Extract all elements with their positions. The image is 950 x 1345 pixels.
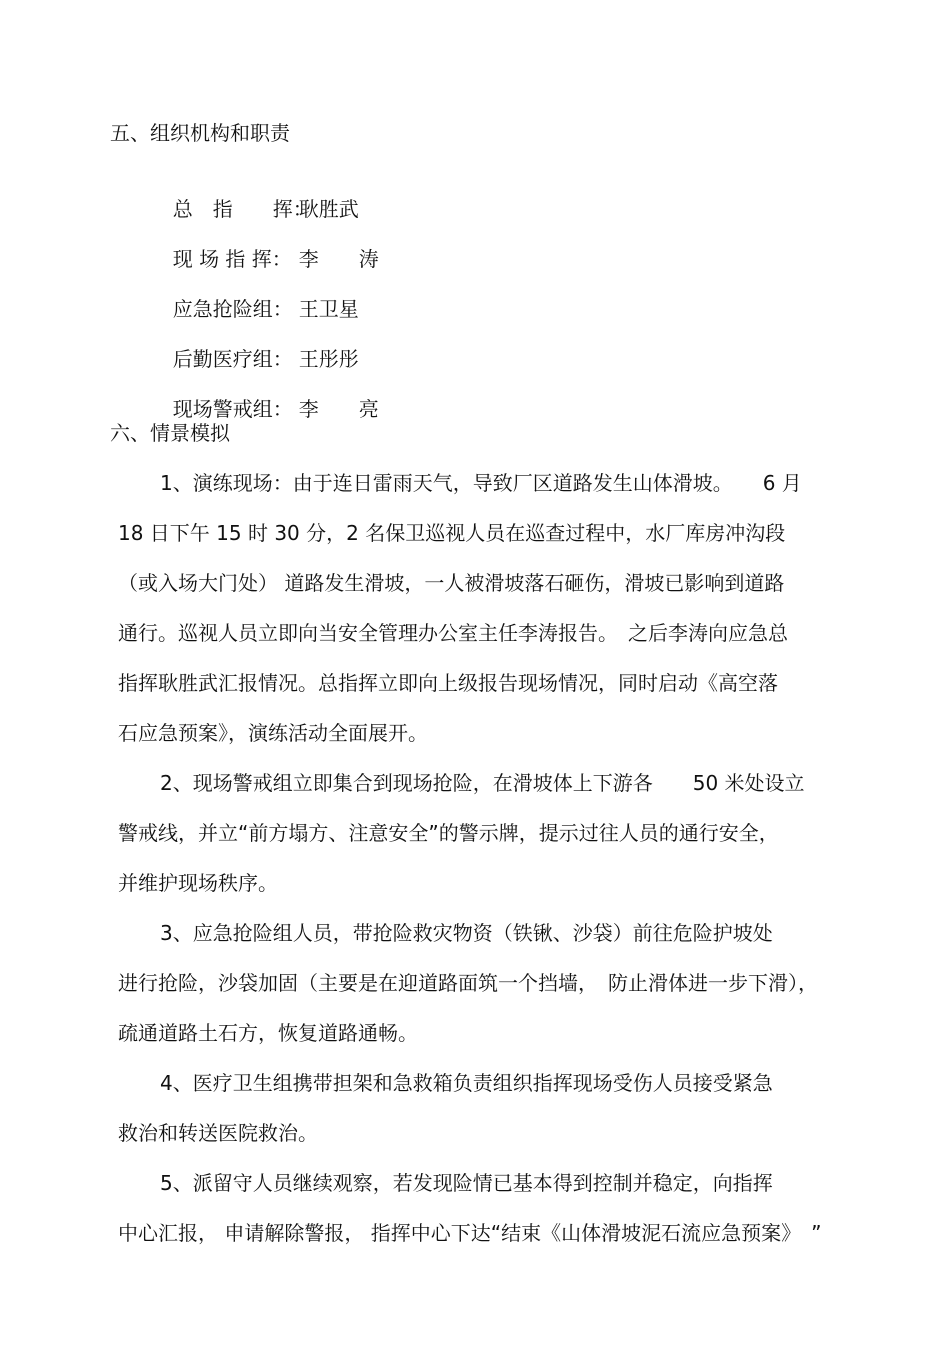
role-name: 李 涛	[298, 247, 379, 271]
role-row-logistics-medical	[160, 320, 359, 372]
paragraph-2-line: 警戒线，并立“前方塌方、注意安全”的警示牌，提示过往人员的通行安全，	[118, 821, 779, 845]
paragraph-3-line: 疏通道路土石方，恢复道路通畅。	[118, 1021, 418, 1045]
role-name: 耿胜武	[298, 197, 359, 221]
role-label: 现 场 指 挥：	[172, 247, 292, 271]
paragraph-2-line: 并维护现场秩序。	[118, 871, 278, 895]
role-name: 王彤彤	[298, 347, 359, 371]
paragraph-2-line: 2、现场警戒组立即集合到现场抢险，在滑坡体上下游各 50 米处设立	[160, 771, 805, 795]
paragraph-1-line: （或入场大门处） 道路发生滑坡，一人被滑坡落石砸伤，滑坡已影响到道路	[118, 571, 785, 595]
role-label: 应急抢险组：	[172, 297, 293, 321]
section-6-heading: 六、情景模拟	[110, 421, 230, 445]
paragraph-4-line: 救治和转送医院救治。	[118, 1121, 318, 1145]
paragraph-1-line: 18 日下午 15 时 30 分，2 名保卫巡视人员在巡查过程中，水厂库房冲沟段	[118, 521, 786, 545]
role-label: 后勤医疗组：	[172, 347, 293, 371]
section-5-heading: 五、组织机构和职责	[110, 121, 290, 145]
paragraph-3-line: 3、应急抢险组人员，带抢险救灾物资（铁锹、沙袋）前往危险护坡处	[160, 921, 773, 945]
role-row-chief-commander	[160, 170, 359, 222]
paragraph-4-line: 4、医疗卫生组携带担架和急救箱负责组织指挥现场受伤人员接受紧急	[160, 1071, 773, 1095]
paragraph-1-line: 通行。巡视人员立即向当安全管理办公室主任李涛报告。 之后李涛向应急总	[118, 621, 788, 645]
paragraph-5-line: 中心汇报， 申请解除警报， 指挥中心下达“结束《山体滑坡泥石流应急预案》 ”	[118, 1221, 822, 1245]
paragraph-5-line: 5、派留守人员继续观察，若发现险情已基本得到控制并稳定，向指挥	[160, 1171, 773, 1195]
role-label: 现场警戒组：	[172, 397, 293, 421]
role-row-site-security	[160, 370, 379, 422]
role-row-site-commander	[160, 220, 379, 272]
paragraph-3-line: 进行抢险，沙袋加固（主要是在迎道路面筑一个挡墙， 防止滑体进一步下滑），	[118, 971, 818, 995]
role-label: 总 指 挥：	[172, 197, 313, 221]
paragraph-1-line: 石应急预案》，演练活动全面展开。	[118, 721, 428, 745]
paragraph-1-line: 指挥耿胜武汇报情况。总指挥立即向上级报告现场情况，同时启动《高空落	[118, 671, 778, 695]
role-row-emergency-rescue	[160, 270, 359, 322]
paragraph-1-line: 1、演练现场：由于连日雷雨天气，导致厂区道路发生山体滑坡。 6 月	[160, 471, 802, 495]
role-name: 李 亮	[298, 397, 379, 421]
role-name: 王卫星	[298, 297, 359, 321]
